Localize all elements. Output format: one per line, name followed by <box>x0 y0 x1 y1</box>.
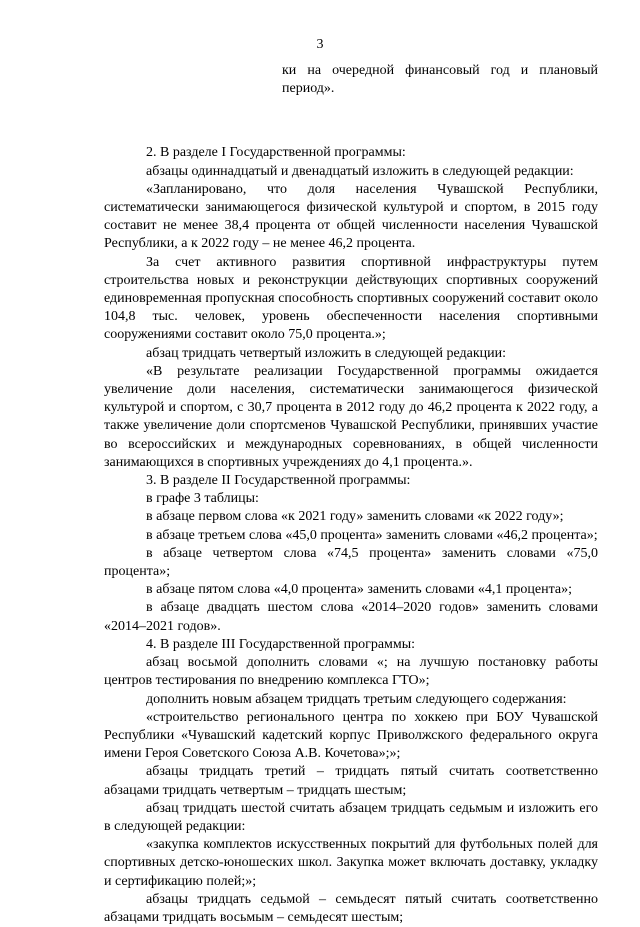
paragraph: в абзаце первом слова «к 2021 году» заменить словами «к 2022 году»; <box>146 509 564 525</box>
paragraph: в абзаце четвертом слова «74,5 процента» заменить словами «75,0 процента»; <box>104 545 598 580</box>
page-number: 3 <box>316 37 324 52</box>
paragraph: За счет активного развития спортивной инфраструктуры путем строительства новых и реконструкции действующих спортивных сооружений единовременная пропускная способность спортивных сооружений составит около 104,8 тыс. человек, уровень обеспеченности населения спортивными сооружениями составит около 75,0 процента.»; <box>104 254 598 343</box>
paragraph: «В результате реализации Государственной программы ожидается увеличение доли населения, систематически занимающегося физической культурой и спортом, с 30,7 процента в 2012 году до 46,2 процента к 2022 году, а также увеличение доли спортсменов Чувашской Республики, принявших участие во всероссийских и международных соревнованиях, в общей численности занимающихся в спортивных учреждениях до 4,1 процента.». <box>104 363 598 470</box>
paragraph: в абзаце двадцать шестом слова «2014–2020 годов» заменить словами «2014–2021 годов». <box>104 600 598 634</box>
paragraph: «закупка комплектов искусственных покрытий для футбольных полей для спортивных детско-юношеских школ. Закупка может включать доставку, укладку и сертификацию полей;»; <box>104 837 598 889</box>
paragraph: «строительство регионального центра по хоккею при БОУ Чувашской Республики «Чувашский кадетский корпус Приволжского федерального округа имени Героя Советского Союза А.В. Кочетова»;»; <box>104 709 598 762</box>
paragraph: «Запланировано, что доля населения Чувашской Республики, систематически занимающегося физической культурой и спортом, в 2015 году составит не менее 38,4 процента от общей численности населения Чувашской Республики, а к 2022 году – не менее 46,2 процента. <box>104 181 598 252</box>
paragraph: в абзаце пятом слова «4,0 процента» заменить словами «4,1 процента»; <box>146 582 572 598</box>
document-body <box>104 62 598 927</box>
paragraph: 2. В разделе I Государственной программы: <box>146 145 406 161</box>
paragraph: 3. В разделе II Государственной программы: <box>146 473 411 489</box>
paragraph: абзацы тридцать третий – тридцать пятый считать соответственно абзацами тридцать четвертым – тридцать шестым; <box>104 764 598 798</box>
paragraph: абзацы тридцать седьмой – семьдесят пятый считать соответственно абзацами тридцать восьмым – семьдесят шестым; <box>104 891 598 925</box>
paragraph-gap <box>104 112 598 130</box>
paragraph: ки на очередной финансовый год и плановый период». <box>282 63 598 97</box>
paragraph: абзац тридцать четвертый изложить в следующей редакции: <box>146 345 507 361</box>
paragraph: в абзаце третьем слова «45,0 процента» заменить словами «46,2 процента»; <box>146 527 598 543</box>
paragraph: 4. В разделе III Государственной программы: <box>146 636 416 652</box>
paragraph: в графе 3 таблицы: <box>146 491 259 507</box>
paragraph: абзацы одиннадцатый и двенадцатый изложить в следующей редакции: <box>146 163 574 179</box>
paragraph: дополнить новым абзацем тридцать третьим следующего содержания: <box>146 691 567 707</box>
paragraph: абзац восьмой дополнить словами «; на лучшую постановку работы центров тестирования по внедрению комплекса ГТО»; <box>104 655 598 689</box>
paragraph: абзац тридцать шестой считать абзацем тридцать седьмым и изложить его в следующей редакции: <box>104 800 598 834</box>
